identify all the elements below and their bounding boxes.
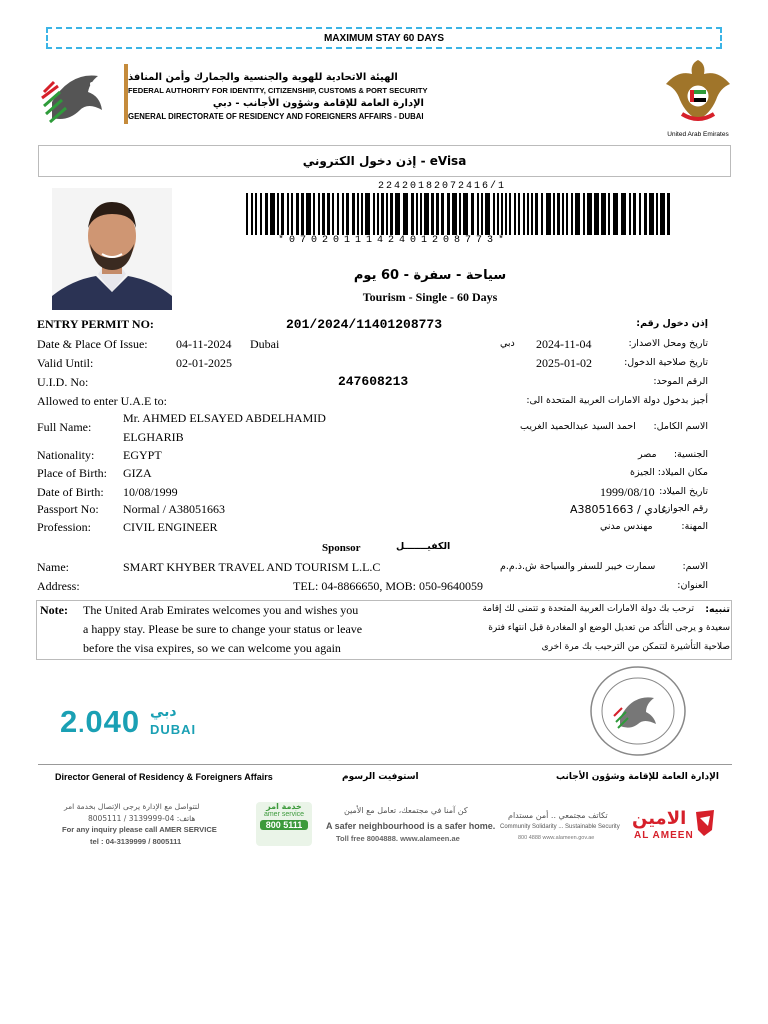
barcode-bar <box>365 193 370 235</box>
sponsor-name-label-ar: الاسم: <box>682 561 708 572</box>
barcode-bar <box>639 193 641 235</box>
barcode <box>246 193 670 235</box>
barcode-bar <box>327 193 330 235</box>
dubai-word-ar: دبي <box>150 704 177 720</box>
visa-type-ar: سياحة - سفرة - 60 يوم <box>353 268 507 283</box>
barcode-bar <box>621 193 626 235</box>
barcode-top-number: 22420182072416/1 <box>378 181 507 192</box>
amer-ar-2: هاتف: 04-3139999 / 8005111 <box>88 814 196 823</box>
sponsor-title: Sponsor <box>322 542 361 554</box>
profession-label: Profession: <box>37 520 91 534</box>
note-line2: a happy stay. Please be sure to change your status or leave <box>83 622 363 636</box>
barcode-bar <box>260 193 262 235</box>
passport-label: Passport No: <box>37 502 99 516</box>
profession-label-ar: المهنة: <box>681 521 708 532</box>
barcode-bar <box>318 193 320 235</box>
footer-divider <box>38 764 732 765</box>
barcode-bar <box>322 193 325 235</box>
note-line1: The United Arab Emirates welcomes you and wishes you <box>83 603 359 617</box>
authority-ar: الهيئة الاتحادية للهوية والجنسية والجمارك وأمن المنافذ <box>128 72 398 83</box>
barcode-bar <box>667 193 670 235</box>
pob: GIZA <box>123 466 152 480</box>
profession: CIVIL ENGINEER <box>123 520 218 534</box>
permit-label-ar: إذن دخول رقم: <box>636 318 708 329</box>
passport-label-ar: رقم الجواز: <box>662 503 708 514</box>
barcode-bar <box>270 193 275 235</box>
alameen-ar: الامين <box>632 808 687 829</box>
sponsor-address: TEL: 04-8866650, MOB: 050-9640059 <box>293 579 483 593</box>
official-stamp <box>588 664 688 758</box>
barcode-bar <box>557 193 560 235</box>
barcode-bar <box>571 193 573 235</box>
barcode-bar <box>306 193 311 235</box>
pob-ar: الجيزة <box>630 467 655 478</box>
barcode-bar <box>424 193 429 235</box>
note-label-ar: تنبيه: <box>705 604 730 615</box>
barcode-bar <box>342 193 344 235</box>
director-en: Director General of Residency & Foreigners Affairs <box>55 772 273 782</box>
amer-logo-number: 800 5111 <box>260 820 308 830</box>
sponsor-address-label-ar: العنوان: <box>677 580 708 591</box>
nationality: EGYPT <box>123 448 162 462</box>
dob-label-ar: تاريخ الميلاد: <box>659 486 708 497</box>
barcode-bar <box>514 193 516 235</box>
fee-stamp-ar: استوفيت الرسوم <box>342 772 419 782</box>
community-small: 800 4888 www.alameen.gov.ae <box>518 835 595 841</box>
barcode-bar <box>477 193 479 235</box>
dubai-word: DUBAI <box>150 722 197 737</box>
issue-label-ar: تاريخ ومحل الاصدار: <box>628 338 708 349</box>
max-stay-banner: MAXIMUM STAY 60 DAYS <box>46 27 722 49</box>
barcode-bar <box>395 193 400 235</box>
name-line1: Mr. AHMED ELSAYED ABDELHAMID <box>123 411 326 425</box>
uid-value: 247608213 <box>338 374 409 389</box>
barcode-bar <box>291 193 293 235</box>
dubai-2040-digits: 040 <box>85 704 141 739</box>
barcode-bar <box>660 193 665 235</box>
safer-toll: Toll free 8004888. www.alameen.ae <box>336 834 460 843</box>
barcode-bar <box>390 193 393 235</box>
uid-label-ar: الرقم الموحد: <box>653 376 708 387</box>
passport-ar: عادي / A38051663 <box>570 503 668 516</box>
sponsor-title-ar: الكفيـــــــل <box>396 541 451 552</box>
barcode-bottom-number: *0702011142401208773* <box>278 235 510 246</box>
barcode-bar <box>459 193 461 235</box>
barcode-bar <box>501 193 503 235</box>
barcode-bar <box>373 193 375 235</box>
sponsor-address-label: Address: <box>37 579 80 593</box>
barcode-bar <box>251 193 253 235</box>
issue-place: Dubai <box>250 337 280 351</box>
nationality-label-ar: الجنسية: <box>673 449 708 460</box>
name-ar: احمد السيد عبدالحميد الغريب <box>520 421 636 432</box>
permit-number: 201/2024/11401208773 <box>286 317 443 332</box>
barcode-bar <box>420 193 422 235</box>
safer-en: A safer neighbourhood is a safer home. <box>326 821 496 831</box>
barcode-bar <box>357 193 359 235</box>
name-label-ar: الاسم الكامل: <box>653 421 708 432</box>
barcode-bar <box>656 193 658 235</box>
alameen-en: AL AMEEN <box>634 830 694 841</box>
nationality-ar: مصر <box>638 449 657 460</box>
barcode-bar <box>587 193 592 235</box>
barcode-bar <box>403 193 408 235</box>
amer-en-1: For any inquiry please call AMER SERVICE <box>62 825 217 834</box>
applicant-photo <box>52 188 172 310</box>
evisa-title: إذن دخول الكتروني - eVisa <box>38 145 731 177</box>
barcode-bar <box>246 193 248 235</box>
issue-place-ar: دبي <box>500 338 515 349</box>
barcode-bar <box>601 193 606 235</box>
safer-ar: كن آمنا في مجتمعك، تعامل مع الأمين <box>344 806 468 815</box>
issue-date-ar: 2024-11-04 <box>536 337 592 351</box>
name-label: Full Name: <box>37 420 92 434</box>
barcode-bar <box>633 193 636 235</box>
valid-label-ar: تاريخ صلاحية الدخول: <box>624 357 708 368</box>
dubai-2040-number <box>60 704 140 740</box>
sponsor-name-ar: سمارت خيبر للسفر والسياحة ش.ذ.م.م <box>500 561 656 572</box>
barcode-bar <box>541 193 543 235</box>
barcode-bar <box>575 193 580 235</box>
dubai-2040-digit-2: 2 <box>60 704 79 739</box>
barcode-bar <box>649 193 654 235</box>
barcode-bar <box>527 193 529 235</box>
dubai-2040-dot: . <box>78 712 86 737</box>
community-ar: تكاتف مجتمعي .. أمن مستدام <box>508 811 608 820</box>
sponsor-name-label: Name: <box>37 560 69 574</box>
barcode-bar <box>613 193 618 235</box>
barcode-bar <box>381 193 384 235</box>
barcode-bar <box>346 193 349 235</box>
barcode-bar <box>361 193 363 235</box>
barcode-bar <box>377 193 379 235</box>
valid-date: 02-01-2025 <box>176 356 232 370</box>
barcode-bar <box>337 193 339 235</box>
barcode-bar <box>441 193 444 235</box>
emblem-caption: United Arab Emirates <box>667 131 729 138</box>
profession-ar: مهندس مدني <box>600 521 653 532</box>
barcode-bar <box>629 193 631 235</box>
issue-date: 04-11-2024 <box>176 337 232 351</box>
visa-type-en: Tourism - Single - 60 Days <box>362 290 498 304</box>
note-label: Note: <box>40 603 68 617</box>
barcode-bar <box>608 193 610 235</box>
allowed-label: Allowed to enter U.A.E to: <box>37 394 167 408</box>
passport: Normal / A38051663 <box>123 502 225 516</box>
barcode-bar <box>447 193 450 235</box>
dob-ar: 1999/08/10 <box>600 485 655 499</box>
note-line3: before the visa expires, so we can welcome you again <box>83 641 341 655</box>
barcode-bar <box>518 193 520 235</box>
note-ar-line3: صلاحية التأشيرة لتتمكن من الترحيب بك مرة اخرى <box>541 642 730 652</box>
barcode-bar <box>535 193 538 235</box>
barcode-bar <box>497 193 499 235</box>
note-ar-line1: ترحب بك دولة الامارات العربية المتحدة و تتمنى لك إقامة <box>482 604 694 614</box>
amer-en-2: tel : 04-3139999 / 8005111 <box>90 837 182 846</box>
nationality-label: Nationality: <box>37 448 95 462</box>
barcode-bar <box>287 193 289 235</box>
barcode-bar <box>255 193 257 235</box>
permit-label: ENTRY PERMIT NO: <box>37 317 154 331</box>
sponsor-name: SMART KHYBER TRAVEL AND TOURISM L.L.C <box>123 560 381 574</box>
alameen-shield-icon <box>694 808 716 838</box>
pob-label-ar: مكان الميلاد: <box>657 467 708 478</box>
ica-falcon-logo <box>40 62 120 134</box>
barcode-bar <box>566 193 568 235</box>
barcode-bar <box>594 193 599 235</box>
dob: 10/08/1999 <box>123 485 178 499</box>
barcode-bar <box>296 193 299 235</box>
barcode-bar <box>452 193 457 235</box>
barcode-bar <box>463 193 468 235</box>
barcode-bar <box>553 193 555 235</box>
barcode-bar <box>352 193 355 235</box>
barcode-bar <box>281 193 284 235</box>
directorate-ar: الإدارة العامة للإقامة وشؤون الأجانب - دبي <box>212 98 424 109</box>
barcode-bar <box>531 193 533 235</box>
barcode-bar <box>644 193 647 235</box>
barcode-bar <box>277 193 279 235</box>
name-line2: ELGHARIB <box>123 430 184 444</box>
barcode-bar <box>313 193 315 235</box>
barcode-bar <box>562 193 564 235</box>
amer-service-logo <box>256 802 312 846</box>
barcode-bar <box>471 193 474 235</box>
uid-label: U.I.D. No: <box>37 375 89 389</box>
barcode-bar <box>505 193 507 235</box>
amer-ar-1: لتتواصل مع الإدارة يرجى الإتصال بخدمة امر <box>64 802 200 811</box>
barcode-bar <box>485 193 490 235</box>
barcode-bar <box>416 193 418 235</box>
issue-label: Date & Place Of Issue: <box>37 337 148 351</box>
barcode-bar <box>481 193 483 235</box>
barcode-bar <box>493 193 495 235</box>
barcode-bar <box>509 193 511 235</box>
uae-emblem <box>660 54 736 134</box>
barcode-bar <box>386 193 388 235</box>
amer-logo-ar: خدمة امر <box>266 802 302 811</box>
valid-date-ar: 2025-01-02 <box>536 356 592 370</box>
barcode-bar <box>301 193 304 235</box>
valid-label: Valid Until: <box>37 356 94 370</box>
barcode-bar <box>523 193 525 235</box>
barcode-bar <box>583 193 585 235</box>
amer-logo-en: amer service <box>263 811 305 818</box>
director-ar: الإدارة العامة للإقامة وشؤون الأجانب <box>556 772 719 782</box>
barcode-bar <box>411 193 414 235</box>
directorate-en: GENERAL DIRECTORATE OF RESIDENCY AND FOREIGNERS AFFAIRS - DUBAI <box>128 112 424 121</box>
barcode-bar <box>332 193 334 235</box>
allowed-label-ar: أجيز بدخول دولة الامارات العربية المتحدة الى: <box>526 395 708 406</box>
barcode-bar <box>431 193 434 235</box>
community-en: Community Solidarity ... Sustainable Security <box>500 824 620 830</box>
dob-label: Date of Birth: <box>37 485 104 499</box>
pob-label: Place of Birth: <box>37 466 107 480</box>
barcode-bar <box>546 193 551 235</box>
note-ar-line2: سعيدة و يرجى التأكد من تعديل الوضع او المغادرة قبل انتهاء فترة <box>488 623 730 633</box>
barcode-bar <box>265 193 268 235</box>
barcode-bar <box>436 193 439 235</box>
authority-en: FEDERAL AUTHORITY FOR IDENTITY, CITIZENSHIP, CUSTOMS & PORT SECURITY <box>128 86 428 95</box>
